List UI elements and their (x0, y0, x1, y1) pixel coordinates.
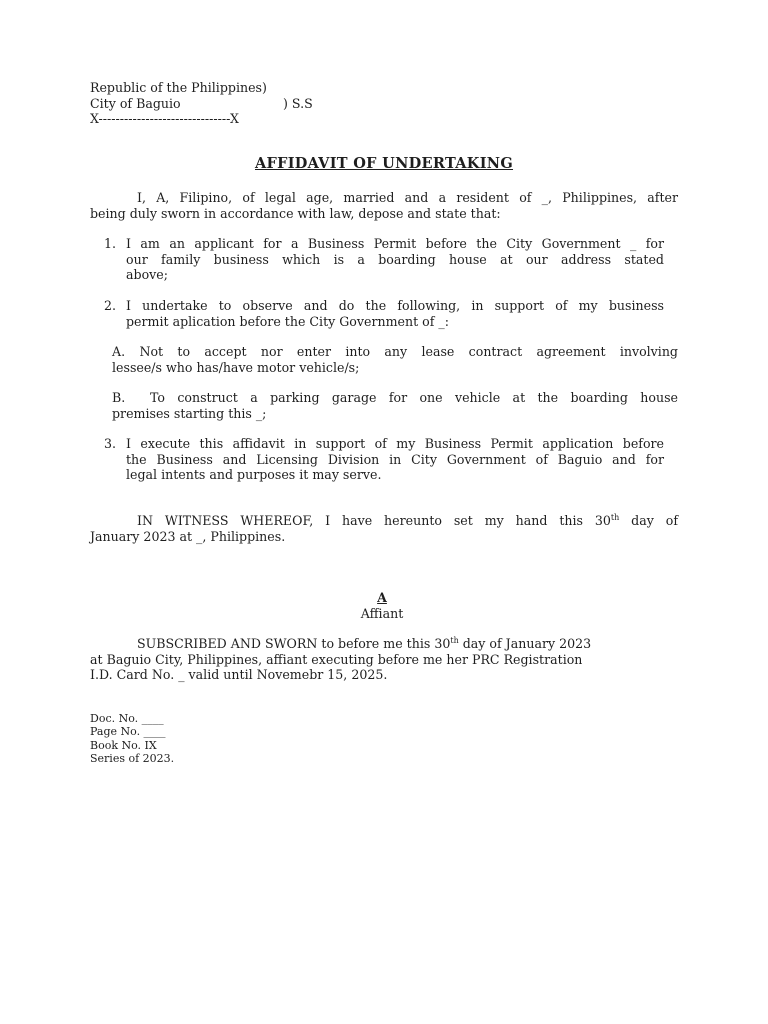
book-number: Book No. IX (90, 738, 157, 752)
witness-line-1: IN WITNESS WHEREOF, I have hereunto set my hand this 30th day of (137, 512, 678, 528)
venue-city-name: City of Baguio (90, 95, 181, 111)
sub-item-a-line-2: lessee/s who has/have motor vehicle/s; (112, 359, 360, 375)
item-3-line-3: legal intents and purposes it may serve. (126, 467, 382, 482)
notarial-register (90, 712, 678, 766)
intro-paragraph (90, 190, 678, 221)
sub-item-a-line-1: A. Not to accept nor enter into any lease contract agreement involving (112, 344, 678, 359)
affiant-name: A (377, 590, 387, 605)
jurat-line-2: at Baguio City, Philippines, affiant executing before me her PRC Registration (90, 651, 583, 667)
doc-number: Doc. No. ____ (90, 712, 164, 725)
item-number: 2. (104, 298, 117, 313)
item-3-line-1: I execute this affidavit in support of my Business Permit application before (126, 436, 664, 451)
signature-block (88, 590, 676, 621)
sub-item-b-line-1: B. To construct a parking garage for one vehicle at the boarding house (112, 390, 678, 405)
item-1-line-1: I am an applicant for a Business Permit before the City Government _ for (126, 236, 664, 251)
page-number: Page No. ____ (90, 725, 166, 739)
series-year: Series of 2023. (90, 752, 175, 766)
item-1-line-3: above; (126, 267, 168, 282)
jurat-line-3: I.D. Card No. _ valid until Novemebr 15, 2025. (90, 667, 388, 682)
witness-line-2: January 2023 at _, Philippines. (90, 528, 286, 544)
witness-paragraph (90, 513, 678, 544)
sub-item-b-line-2: premises starting this _; (112, 405, 267, 421)
item-2-line-2: permit aplication before the City Government of _: (126, 313, 449, 329)
affiant-label: Affiant (360, 605, 404, 621)
venue-ss: ) S.S (283, 95, 313, 111)
item-1-line-2: our family business which is a boarding house at our address stated (126, 251, 664, 267)
item-2-line-1: I undertake to observe and do the following, in support of my business (126, 298, 664, 313)
item-3-line-2: the Business and Licensing Division in City Government of Baguio and for (126, 451, 664, 467)
intro-line-2: being duly sworn in accordance with law, depose and state that: (90, 205, 501, 221)
jurat-line-1: SUBSCRIBED AND SWORN to before me this 30th day of January 2023 (137, 635, 592, 651)
sub-item-a-label: A. (112, 344, 126, 359)
item-number: 1. (104, 236, 117, 251)
item-number: 3. (104, 436, 117, 451)
venue-divider: X-------------------------------X (90, 111, 239, 126)
venue-city (90, 96, 678, 112)
document-title: AFFIDAVIT OF UNDERTAKING (254, 155, 514, 172)
jurat-paragraph (90, 636, 678, 683)
intro-line-1: I, A, Filipino, of legal age, married and a resident of _, Philippines, after (137, 190, 678, 205)
sub-item-b-label: B. (112, 390, 126, 405)
venue-republic: Republic of the Philippines) (90, 80, 267, 95)
venue-block (90, 80, 678, 127)
